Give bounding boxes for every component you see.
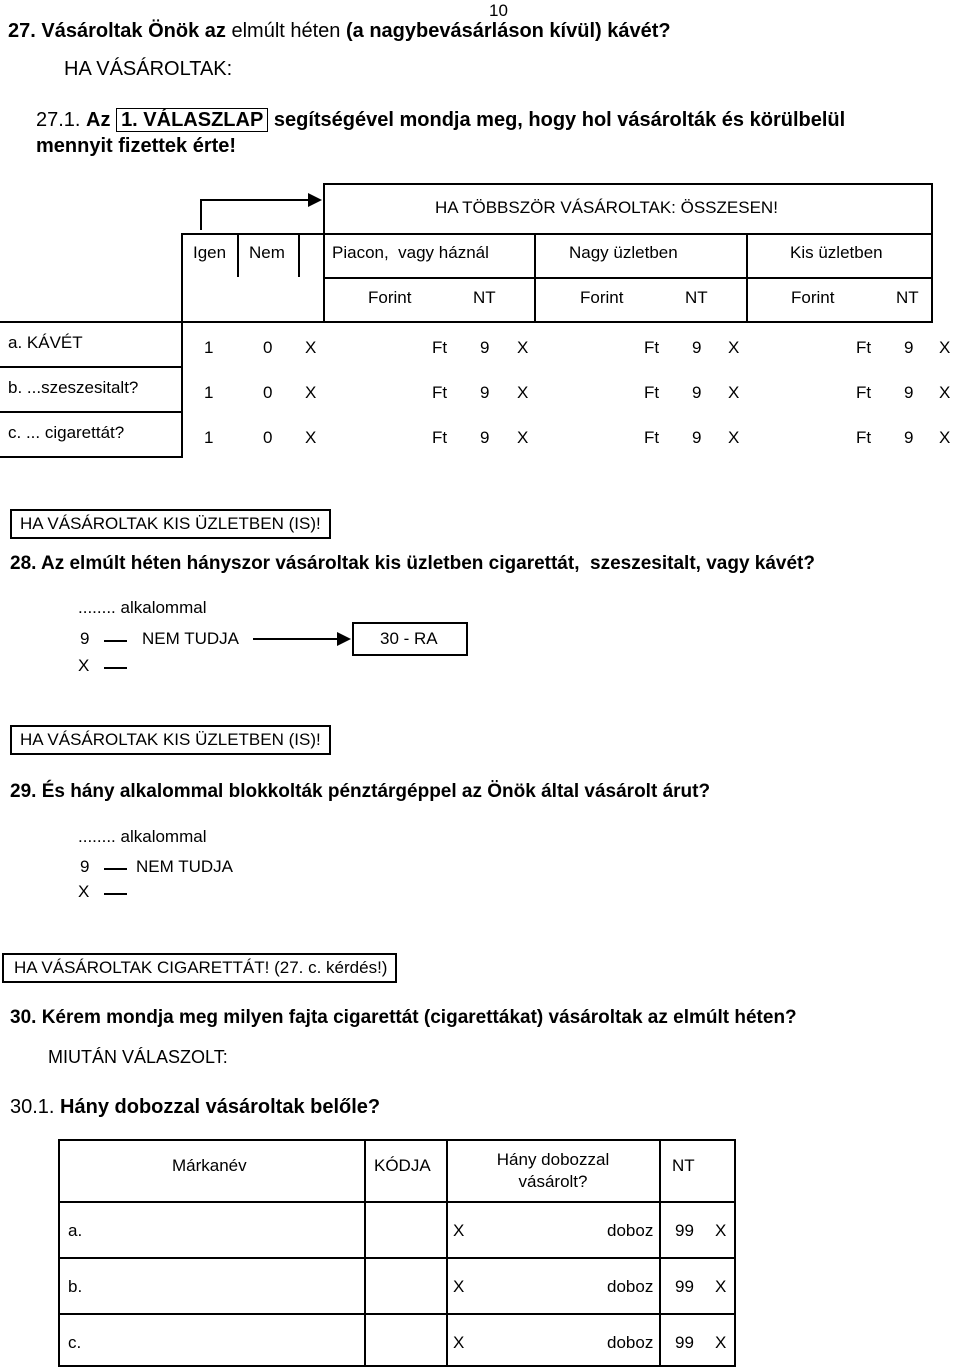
q30-1-title [10,1096,380,1119]
doboz: doboz [607,1221,654,1240]
goto-30-box: 30 - RA [352,622,468,656]
ft-2: Ft [644,383,660,402]
header-hany-line1: Hány dobozzal [496,1150,610,1169]
code-x: X [453,1277,465,1296]
ft-3: Ft [856,338,872,357]
divider [237,233,239,277]
dash [104,868,127,870]
nt-2: 9 [692,338,702,357]
row-label: b. [68,1277,83,1296]
filter-box-29: HA VÁSÁROLTAK KIS ÜZLETBEN (IS)! [10,725,331,755]
row-label: a. [68,1221,83,1240]
q27-1-line1 [36,107,845,133]
code-x: X [305,383,317,402]
nt-3: 9 [904,428,914,447]
q30-1-number: 30.1. [10,1096,55,1118]
nt-2: 9 [692,428,702,447]
ntx-3: X [939,428,951,447]
header-nt: NT [672,1156,695,1175]
code-x: X [453,1333,465,1352]
q29-code-x: X [78,882,90,901]
q27-1-rest: segítségével mondja meg, hogy hol vásárolták és körülbelül [273,109,846,131]
ft-1: Ft [432,428,448,447]
code-yes: 1 [204,338,214,357]
code-yes: 1 [204,428,214,447]
divider [298,233,300,277]
q29-alkalommal: ........ alkalommal [78,827,207,846]
q28-title: 28. Az elmúlt héten hányszor vásároltak kis üzletben cigarettát, szeszesitalt, vagy kávét? [10,553,815,574]
header-nt-2: NT [685,288,708,307]
divider [58,1313,736,1315]
ft-2: Ft [644,428,660,447]
nt-99: 99 [675,1221,694,1240]
code-x: X [305,428,317,447]
page-number: 10 [489,1,508,20]
header-nem: Nem [249,243,285,262]
q30-title: 30. Kérem mondja meg milyen fajta cigarettát (cigarettákat) vásároltak az elmúlt héten? [10,1007,797,1028]
header-forint-2: Forint [580,288,624,307]
nt-3: 9 [904,338,914,357]
arrow-horizontal [200,199,312,201]
header-nagy: Nagy üzletben [569,243,678,262]
dash [104,667,127,669]
header-hany-dobozzal [448,1149,658,1193]
q29-nem-tudja: NEM TUDJA [136,857,233,876]
ntx: X [715,1277,727,1296]
nt-99: 99 [675,1277,694,1296]
ft-3: Ft [856,383,872,402]
nt-99: 99 [675,1333,694,1352]
ntx-3: X [939,338,951,357]
nt-3: 9 [904,383,914,402]
ntx-3: X [939,383,951,402]
dash [104,893,127,895]
q27-filter: HA VÁSÁROLTAK: [64,58,233,80]
header-kodja: KÓDJA [374,1156,431,1175]
q28-alkalommal: ........ alkalommal [78,598,207,617]
ntx: X [715,1333,727,1352]
q30-after-note: MIUTÁN VÁLASZOLT: [48,1047,228,1067]
q27-number: 27. [8,20,36,42]
divider [364,1139,366,1367]
code-yes: 1 [204,383,214,402]
skip-arrow-line [253,638,341,640]
dash [104,640,127,642]
q29-title: 29. És hány alkalommal blokkolták pénztárgéppel az Önök által vásárolt árut? [10,781,711,802]
ntx-1: X [517,428,529,447]
code-no: 0 [263,338,273,357]
q27-1-line2: mennyit fizettek érte! [36,135,237,157]
q29-code-9: 9 [80,857,90,876]
doboz: doboz [607,1333,654,1352]
q27-title-plain: elmúlt héten [231,20,341,42]
header-forint-3: Forint [791,288,835,307]
code-no: 0 [263,428,273,447]
doboz: doboz [607,1277,654,1296]
q27-1-number: 27.1. [36,109,81,131]
code-no: 0 [263,383,273,402]
q30-1-text: Hány dobozzal vásároltak belőle? [60,1096,381,1118]
row-label: c. [68,1333,82,1352]
q27-title-bold-a: Vásároltak Önök az [41,20,226,42]
nt-1: 9 [480,338,490,357]
q28-code-9: 9 [80,629,90,648]
q27-title-bold-b: (a nagybevásárláson kívül) kávét? [346,20,671,42]
code-x: X [453,1221,465,1240]
arrow-head-icon [308,192,324,208]
header-kis: Kis üzletben [790,243,883,262]
ntx-1: X [517,338,529,357]
divider [0,366,181,368]
ntx-2: X [728,428,740,447]
nt-1: 9 [480,428,490,447]
skip-arrow-icon [337,631,353,647]
valaszlap-card-box: 1. VÁLASZLAP [116,108,268,132]
divider [58,1257,736,1259]
q27-title [8,20,671,43]
ft-3: Ft [856,428,872,447]
q28-code-x: X [78,656,90,675]
header-hany-line2: vásárolt? [518,1172,588,1191]
row-label: a. KÁVÉT [8,333,83,352]
nt-2: 9 [692,383,702,402]
header-markanev: Márkanév [172,1156,247,1175]
ntx-2: X [728,338,740,357]
ft-1: Ft [432,338,448,357]
divider [58,1201,736,1203]
ntx-2: X [728,383,740,402]
ntx-1: X [517,383,529,402]
filter-box-28: HA VÁSÁROLTAK KIS ÜZLETBEN (IS)! [10,509,331,539]
divider [323,277,933,279]
arrow-stem-1 [200,200,202,230]
code-x: X [305,338,317,357]
header-forint-1: Forint [368,288,412,307]
multi-purchase-note: HA TÖBBSZÖR VÁSÁROLTAK: ÖSSZESEN! [435,198,778,217]
divider [0,411,181,413]
header-piacon: Piacon, vagy háznál [332,243,489,262]
row-label: c. ... cigarettát? [8,423,125,442]
ft-2: Ft [644,338,660,357]
ft-1: Ft [432,383,448,402]
nt-1: 9 [480,383,490,402]
row-label: b. ...szeszesitalt? [8,378,139,397]
q28-nem-tudja: NEM TUDJA [142,629,239,648]
header-igen: Igen [193,243,227,262]
divider [181,321,183,458]
header-nt-1: NT [473,288,496,307]
ntx: X [715,1221,727,1240]
header-nt-3: NT [896,288,919,307]
filter-box-30: HA VÁSÁROLTAK CIGARETTÁT! (27. c. kérdés!) [2,953,397,983]
q27-1-az: Az [86,109,111,131]
divider [659,1139,661,1367]
